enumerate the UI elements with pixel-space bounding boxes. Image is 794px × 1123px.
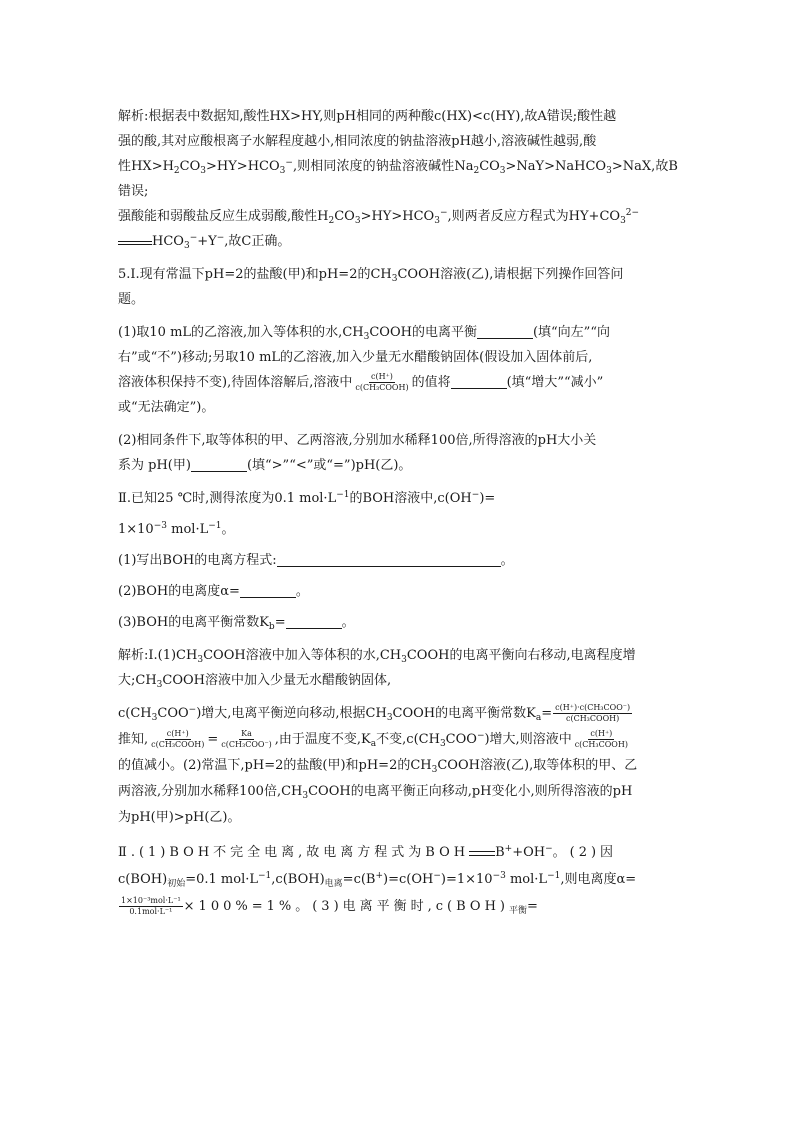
text: 题。: [118, 292, 145, 307]
text: 溶液体积保持不变),待固体溶解后,溶液中: [118, 375, 353, 390]
text: =: [527, 899, 538, 914]
text: ,则相同浓度的钠盐溶液碱性Na: [292, 159, 474, 174]
fraction-h-over-ch3cooh: [353, 372, 410, 393]
sup: −: [433, 871, 441, 881]
text: Ⅱ.已知25 ℃时,测得浓度为0.1 mol·L: [118, 491, 337, 506]
text: COOH的电离平衡: [369, 325, 477, 340]
answer-blank[interactable]: [240, 583, 296, 598]
text: 两溶液,分别加水稀释100倍,CH: [118, 784, 303, 799]
text: 或“无法确定”)。: [118, 400, 215, 415]
sub: 3: [354, 216, 361, 226]
text: 1×10: [118, 522, 154, 537]
denominator: c(CH₃COOH): [151, 740, 205, 749]
fraction-ka-over-ch3coo: [219, 729, 274, 750]
text: +Y: [197, 234, 217, 249]
text: COOH的电离平衡常数K: [392, 706, 536, 721]
sub: 3: [200, 166, 206, 176]
sub: 平衡: [509, 906, 528, 916]
analysis-bottom-3: [118, 839, 678, 920]
text: COOH溶液(乙),请根据下列操作回答问: [397, 267, 624, 282]
sub: 初始: [167, 879, 186, 889]
text: 强酸能和弱酸盐反应生成弱酸,酸性H: [118, 209, 329, 224]
text: =c(B: [342, 872, 376, 887]
sub: 3: [279, 166, 286, 176]
fraction-h-over-ch3cooh: [573, 729, 630, 750]
question-5-part-ii-value: [118, 517, 678, 542]
sub: 电离: [324, 879, 343, 889]
text: 性HX>H: [118, 159, 174, 174]
numerator: Ka: [241, 729, 252, 738]
text: )=1×10: [440, 872, 493, 887]
answer-blank[interactable]: [477, 324, 533, 339]
text: (填“增大”“减小”: [506, 375, 604, 390]
text: 。(2)因: [552, 845, 618, 860]
text: COOH溶液中加入等体积的水,CH: [203, 648, 402, 663]
text: >NaX,故B错误;: [118, 159, 678, 199]
numerator: c(H⁺): [371, 372, 393, 381]
numerator: 1×10⁻³mol·L⁻¹: [121, 896, 181, 905]
sub: 3: [391, 274, 398, 284]
sub: 3: [302, 791, 309, 801]
text: )增大,则溶液中: [484, 732, 572, 747]
text: ,c(BOH): [271, 872, 325, 887]
numerator: c(H⁺): [590, 729, 613, 738]
sup: −: [471, 490, 480, 500]
question-5-part-1: [118, 320, 678, 420]
text: (2)BOH的电离度α=: [118, 584, 240, 599]
sub: 3: [151, 713, 158, 723]
text: 解析:根据表中数据知,酸性HX>HY,则pH相同的两种酸c(HX)<c(HY),故A错误;酸性越: [118, 109, 617, 124]
sub: 3: [431, 765, 438, 775]
denominator: c(CH₃COOH): [355, 383, 409, 392]
text: c(CH: [118, 706, 152, 721]
sub: 3: [606, 166, 612, 176]
sub: 3: [434, 216, 440, 226]
numerator: c(H⁺)·c(CH₃COO⁻): [555, 703, 631, 712]
text: =0.1 mol·L: [185, 872, 259, 887]
text: 推知,: [118, 732, 149, 747]
text: COOH的电离平衡正向移动,pH变化小,则所得溶液的pH: [308, 784, 633, 799]
denominator: c(CH₃COOH): [574, 740, 628, 749]
text: COO: [445, 732, 477, 747]
text: mol·L: [505, 872, 548, 887]
sup: −: [188, 705, 197, 715]
denominator: c(CH₃COO⁻): [221, 740, 272, 749]
sup: −1: [336, 490, 350, 500]
fraction-h-over-ch3cooh: [149, 729, 206, 750]
text: 系为 pH(甲): [118, 458, 191, 473]
sup: +: [375, 871, 384, 881]
sub: 2: [473, 166, 480, 176]
text: ,则两者反应方程式为HY+CO: [447, 209, 621, 224]
question-ii-1: [118, 548, 678, 573]
text: )增大,电离平衡逆向移动,根据CH: [196, 706, 387, 721]
text: 为pH(甲)>pH(乙)。: [118, 810, 241, 825]
text: c(BOH): [118, 872, 168, 887]
text: B: [495, 845, 505, 860]
text: ,故C正确。: [224, 234, 291, 249]
reversible-arrow-icon: [469, 848, 495, 858]
text: ,则电离度α=: [560, 872, 637, 887]
fraction-alpha: [119, 896, 183, 917]
sup: −1: [258, 871, 272, 881]
sub: 3: [439, 739, 446, 749]
sup: −: [476, 731, 485, 741]
sub: 2: [328, 216, 335, 226]
text: (2)相同条件下,取等体积的甲、乙两溶液,分别加水稀释100倍,所得溶液的pH大小关: [118, 433, 597, 448]
text: ,由于温度不变,K: [274, 732, 371, 747]
sub: a: [535, 713, 542, 723]
text: COOH溶液(乙),取等体积的甲、乙: [437, 758, 638, 773]
sup: −: [439, 208, 448, 218]
text: =: [274, 615, 286, 630]
text: (填“>”“<”或“=”)pH(乙)。: [246, 458, 412, 473]
sub: 3: [620, 216, 626, 226]
text: CO: [334, 209, 355, 224]
analysis-bottom-1: [118, 643, 678, 693]
question-ii-3: [118, 610, 678, 635]
sub: 3: [401, 655, 407, 665]
sup: −3: [492, 871, 506, 881]
text: CO: [479, 159, 500, 174]
sup: −: [285, 158, 293, 168]
text: COO: [157, 706, 189, 721]
denominator: 0.1mol·L⁻¹: [129, 907, 173, 916]
text: 大;CH: [118, 673, 157, 688]
sub: 2: [173, 166, 180, 176]
sub: 3: [183, 241, 190, 251]
text: 。: [221, 522, 235, 537]
text: =: [207, 732, 219, 747]
text: 的值将: [411, 375, 451, 390]
sup: +: [504, 844, 513, 854]
sup: −1: [547, 871, 561, 881]
answer-blank[interactable]: [277, 552, 501, 567]
document-page: [118, 104, 678, 928]
sup: −: [216, 233, 225, 243]
analysis-top: [118, 104, 678, 254]
text: 5.Ⅰ.现有常温下pH=2的盐酸(甲)和pH=2的CH: [118, 267, 392, 282]
text: )=c(OH: [383, 872, 434, 887]
sup: 2−: [625, 208, 640, 218]
sup: −: [545, 844, 553, 854]
text: Ⅱ.(1)BOH不完全电离,故电离方程式为BOH: [118, 845, 470, 860]
text: 。: [295, 584, 309, 599]
text: >HY>HCO: [206, 159, 280, 174]
question-ii-2: [118, 579, 678, 604]
answer-blank[interactable]: [191, 457, 247, 472]
text: (填“向左”“向: [532, 325, 610, 340]
text: >NaY>NaHCO: [505, 159, 607, 174]
text: COOH的电离平衡向右移动,电离程度增: [406, 648, 636, 663]
sup: −3: [153, 521, 167, 531]
sub: a: [370, 739, 377, 749]
text: 强的酸,其对应酸根离子水解程度越小,相同浓度的钠盐溶液pH越小,溶液碱性越弱,酸: [118, 134, 597, 149]
text: +OH: [512, 845, 546, 860]
text: (3)BOH的电离平衡常数K: [118, 615, 269, 630]
question-5-part-2: [118, 428, 678, 478]
text: 解析:Ⅰ.(1)CH: [118, 648, 198, 663]
sup: −: [189, 233, 198, 243]
answer-blank[interactable]: [451, 374, 507, 389]
text: mol·L: [167, 522, 209, 537]
text: >HY>HCO: [360, 209, 435, 224]
text: 。: [500, 553, 514, 568]
sub: 3: [156, 680, 163, 690]
sup: −1: [208, 521, 222, 531]
text: ×100%=1%。(3)电离平衡时,c(BOH): [183, 899, 509, 914]
text: 。: [341, 615, 355, 630]
text: =: [541, 706, 553, 721]
numerator: c(H⁺): [166, 729, 189, 738]
text: 的值减小。(2)常温下,pH=2的盐酸(甲)和pH=2的CH: [118, 758, 432, 773]
text: CO: [179, 159, 201, 174]
fraction-ka: [553, 703, 632, 724]
sub: b: [268, 622, 275, 632]
analysis-bottom-2: [118, 701, 678, 831]
text: 右”或“不”)移动;另取10 mL的乙溶液,加入少量无水醋酸钠固体(假设加入固体前后,: [118, 350, 593, 365]
text: HCO: [152, 234, 184, 249]
text: 的BOH溶液中,c(OH: [349, 491, 472, 506]
sub: 3: [197, 655, 204, 665]
text: (1)写出BOH的电离方程式:: [118, 553, 277, 568]
equals-arrow-icon: [118, 237, 152, 247]
denominator: c(CH₃COOH): [565, 714, 620, 723]
answer-blank[interactable]: [286, 614, 342, 629]
text: (1)取10 mL的乙溶液,加入等体积的水,CH: [118, 325, 364, 340]
sub: 3: [499, 166, 506, 176]
text: 不变,c(CH: [376, 732, 440, 747]
sub: 3: [363, 332, 370, 342]
text: COOH溶液中加入少量无水醋酸钠固体,: [162, 673, 392, 688]
sub: 3: [386, 713, 393, 723]
question-5-part-ii: [118, 486, 678, 511]
text: )=: [479, 491, 496, 506]
question-5-intro: [118, 262, 678, 312]
